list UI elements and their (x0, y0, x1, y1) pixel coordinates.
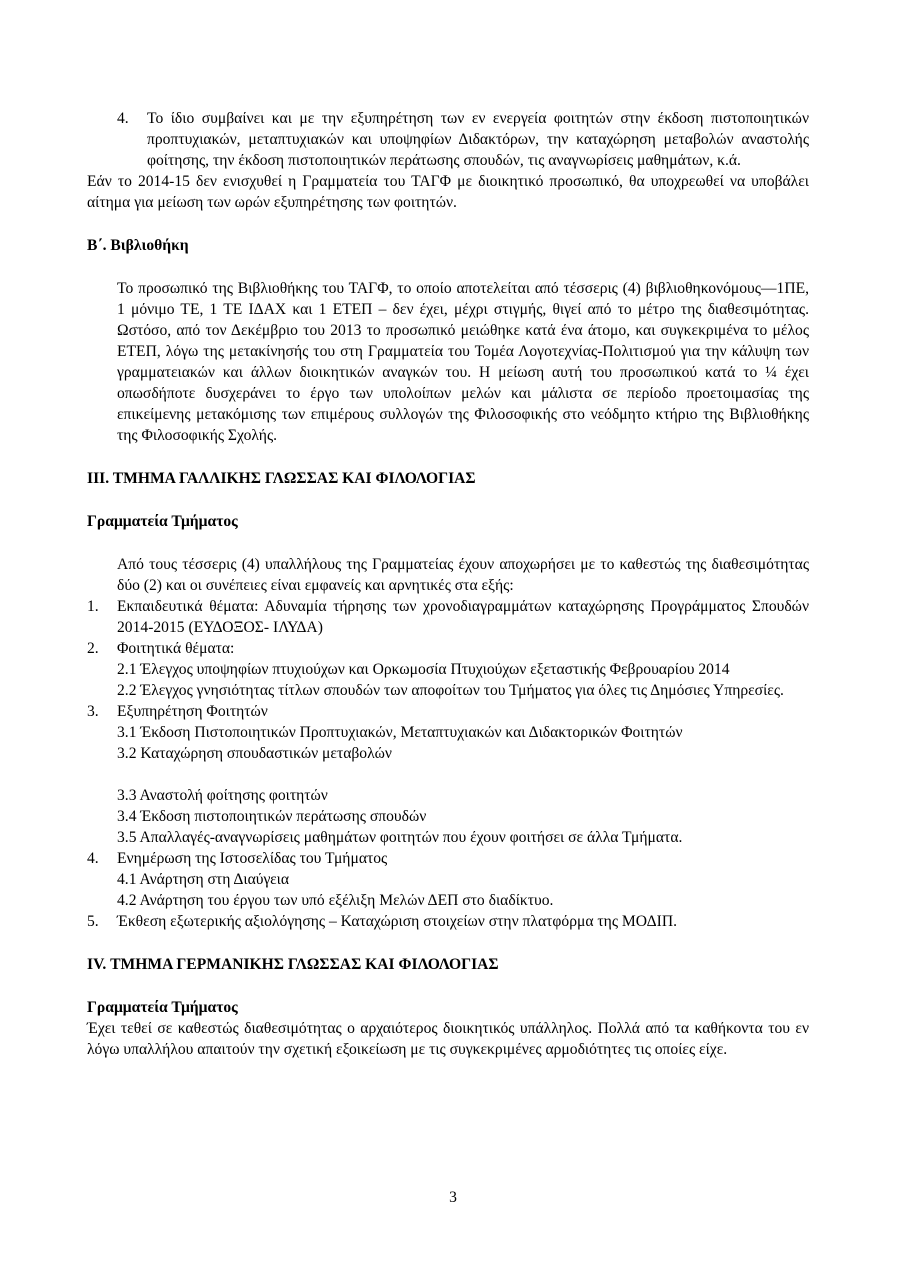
paragraph: Το προσωπικό της Βιβλιοθήκης του ΤΑΓΦ, το οποίο αποτελείται από τέσσερις (4) βιβλιοθηκονόμους—1ΠΕ, 1 μόνιμο ΤΕ, 1 ΤΕ ΙΔΑΧ και 1 ΕΤΕΠ – δεν έχει, μέχρι στιγμής, θιγεί από το μέτρο της διαθεσιμότητας. Ωστόσο, από τον Δεκέμβριο του 2013 το προσωπικό μειώθηκε κατά ένα άτομο, και συγκεκριμένα το μέλος ΕΤΕΠ, λόγω της μετακίνησής του στη Γραμματεία του Τομέα Λογοτεχνίας-Πολιτισμού για την κάλυψη των γραμματειακών και άλλων διοικητικών αναγκών του. Η μείωση αυτή του προσωπικού κατά το ¼ έχει οπωσδήποτε δυσχεράνει το έργο των υπολοίπων μελών και μάλιστα σε περίοδο προετοιμασίας της επικείμενης μετακόμισης των επιμέρους συλλογών της Φιλοσοφικής στο νεόδμητο κτήριο της Βιβλιοθήκης της Φιλοσοφικής Σχολής. (117, 280, 809, 444)
sub-list-item: 3.4 Έκδοση πιστοποιητικών περάτωσης σπουδών (117, 808, 427, 825)
sub-list-item: 2.2 Έλεγχος γνησιότητας τίτλων σπουδών των αποφοίτων του Τμήματος για όλες τις Δημόσιες Υπηρεσίες. (117, 682, 784, 699)
paragraph: Έχει τεθεί σε καθεστώς διαθεσιμότητας ο αρχαιότερος διοικητικός υπάλληλος. Πολλά από τα καθήκοντα του εν λόγω υπαλλήλου απαιτούν την σχετική εξοικείωση με τις συγκεκριμένες αρμοδιότητες τις οποίες είχε. (87, 1020, 809, 1058)
sub-list-item: 2.1 Έλεγχος υποψηφίων πτυχιούχων και Ορκωμοσία Πτυχιούχων εξεταστικής Φεβρουαρίου 2014 (117, 661, 730, 678)
subsection-heading: Γραμματεία Τμήματος (87, 999, 238, 1016)
sub-list-item: 3.5 Απαλλαγές-αναγνωρίσεις μαθημάτων φοιτητών που έχουν φοιτήσει σε άλλα Τμήματα. (117, 829, 683, 846)
list-item-number: 1. (87, 598, 99, 615)
list-item-text: Φοιτητικά θέματα: (117, 640, 235, 657)
list-item-text: Εξυπηρέτηση Φοιτητών (117, 703, 268, 720)
paragraph: Εάν το 2014-15 δεν ενισχυθεί η Γραμματεία του ΤΑΓΦ με διοικητικό προσωπικό, θα υποχρεωθεί να υποβάλει αίτημα για μείωση των ωρών εξυπηρέτησης των φοιτητών. (87, 173, 809, 211)
sub-list-item: 4.2 Ανάρτηση του έργου των υπό εξέλιξη Μελών ΔΕΠ στο διαδίκτυο. (117, 892, 554, 909)
list-item-number: 4. (87, 850, 99, 867)
list-item (87, 701, 809, 722)
sub-list-item: 3.2 Καταχώρηση σπουδαστικών μεταβολών (117, 745, 392, 762)
sub-list-item: 4.1 Ανάρτηση στη Διαύγεια (117, 871, 290, 888)
subsection-heading: Γραμματεία Τμήματος (87, 513, 238, 530)
list-item (87, 848, 809, 869)
list-item (87, 638, 809, 659)
paragraph: Από τους τέσσερις (4) υπαλλήλους της Γραμματείας έχουν αποχωρήσει με το καθεστώς της διαθεσιμότητας δύο (2) και οι συνέπειες είναι εμφανείς και αρνητικές στα εξής: (117, 556, 809, 594)
section-heading: ΙV. ΤΜΗΜΑ ΓΕΡΜΑΝΙΚΗΣ ΓΛΩΣΣΑΣ ΚΑΙ ΦΙΛΟΛΟΓΙΑΣ (87, 956, 499, 973)
sub-list-item: 3.1 Έκδοση Πιστοποιητικών Προπτυχιακών, Μεταπτυχιακών και Διδακτορικών Φοιτητών (117, 724, 683, 741)
list-item-number: 2. (87, 640, 99, 657)
list-item (87, 596, 809, 638)
list-item-text: Έκθεση εξωτερικής αξιολόγησης – Καταχώριση στοιχείων στην πλατφόρμα της ΜΟΔΙΠ. (117, 913, 678, 930)
list-item-number: 3. (87, 703, 99, 720)
page-number: 3 (449, 1189, 457, 1206)
list-item-number: 5. (87, 913, 99, 930)
list-item-text: Το ίδιο συμβαίνει και με την εξυπηρέτηση των εν ενεργεία φοιτητών στην έκδοση πιστοποιητικών προπτυχιακών, μεταπτυχιακών και υποψηφίων Διδακτόρων, την καταχώρηση μεταβολών αναστολής φοίτησης, την έκδοση πιστοποιητικών περάτωσης σπουδών, τις αναγνωρίσεις μαθημάτων, κ.ά. (147, 110, 809, 169)
list-item (87, 911, 809, 932)
list-item-number: 4. (117, 110, 129, 127)
section-heading: Β΄. Βιβλιοθήκη (87, 237, 189, 254)
list-item-text: Ενημέρωση της Ιστοσελίδας του Τμήματος (117, 850, 388, 867)
document-page (87, 108, 809, 1060)
sub-list-item: 3.3 Αναστολή φοίτησης φοιτητών (117, 787, 328, 804)
list-item (87, 108, 809, 171)
section-heading: ΙΙΙ. ΤΜΗΜΑ ΓΑΛΛΙΚΗΣ ΓΛΩΣΣΑΣ ΚΑΙ ΦΙΛΟΛΟΓΙΑΣ (87, 470, 476, 487)
list-item-text: Εκπαιδευτικά θέματα: Αδυναμία τήρησης των χρονοδιαγραμμάτων καταχώρησης Προγράμματος Σπουδών 2014-2015 (ΕΥΔΟΞΟΣ- ΙΛΥΔΑ) (117, 598, 809, 636)
